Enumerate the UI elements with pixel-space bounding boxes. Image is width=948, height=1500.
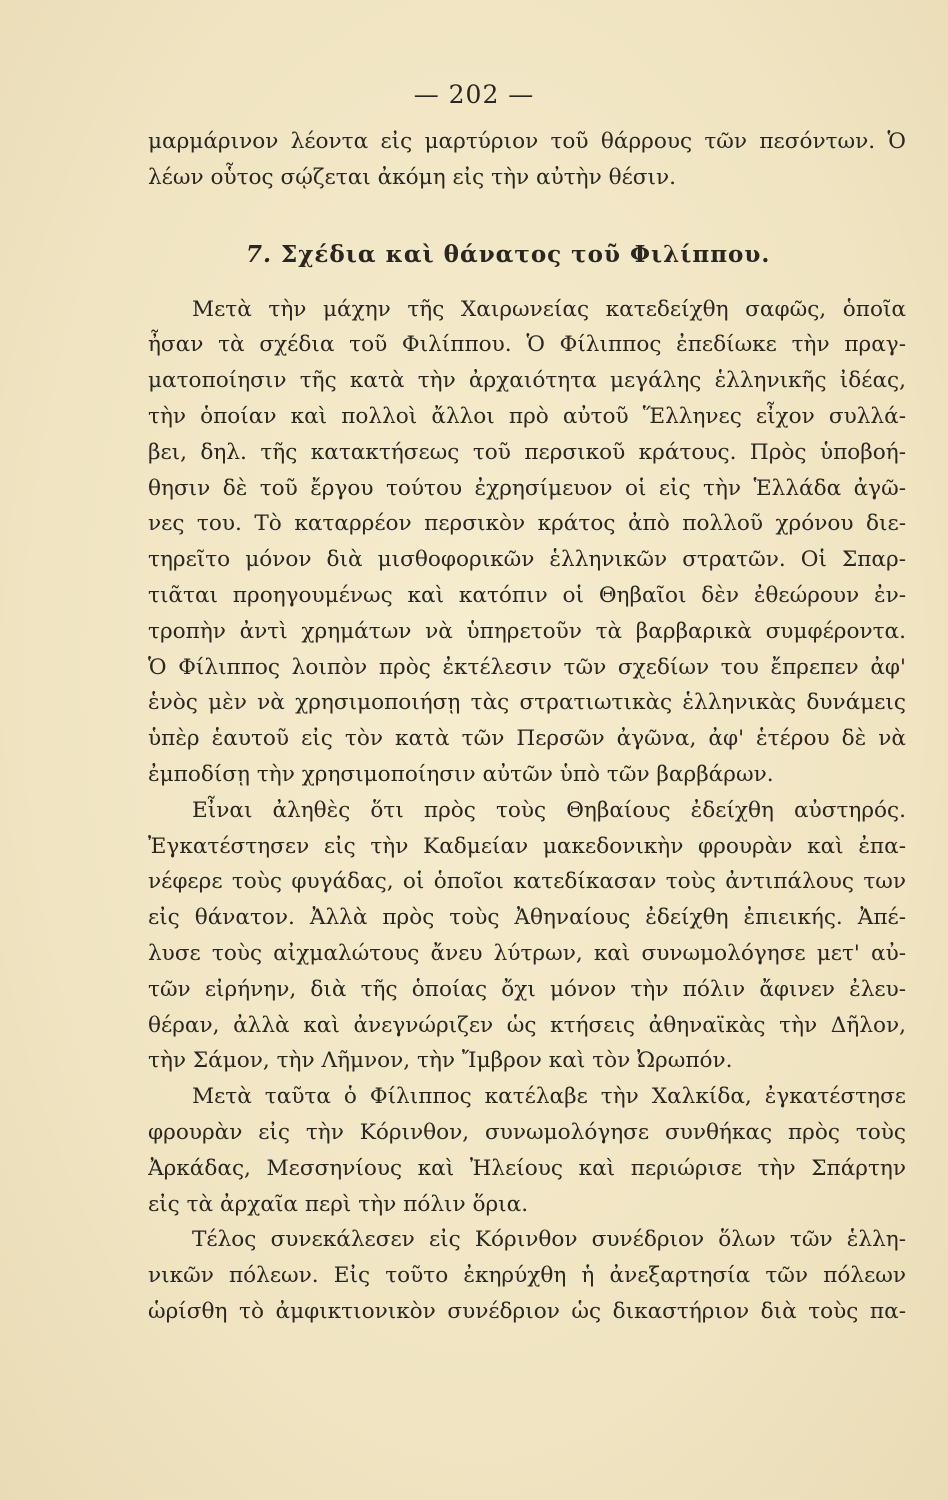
text-line: θέραν, ἀλλὰ καὶ ἀνεγνώριζεν ὡς κτήσεις ἀθηναϊκὰς τὴν Δῆλον, (148, 1012, 906, 1038)
text-line: φρουρὰν εἰς τὴν Κόρινθον, συνωμολόγησε συνθήκας πρὸς τοὺς (148, 1119, 906, 1145)
text-line: τὴν Σάμον, τὴν Λῆμνον, τὴν Ἴμβρον καὶ τὸν Ὠρωπόν. (148, 1048, 733, 1074)
text-line: νέφερε τοὺς φυγάδας, οἱ ὁποῖοι κατεδίκασαν τοὺς ἀντιπάλους των (148, 869, 906, 895)
text-line: λυσε τοὺς αἰχμαλώτους ἄνευ λύτρων, καὶ συνωμολόγησε μετ' αὐ- (148, 940, 906, 966)
section-title: Σχέδια καὶ θάνατος τοῦ Φιλίππου. (281, 240, 771, 268)
text-line: τηρεῖτο μόνον διὰ μισθοφορικῶν ἑλληνικῶν στρατῶν. Οἱ Σπαρ- (148, 547, 906, 573)
text-line: λέων οὗτος σῴζεται ἀκόμη εἰς τὴν αὐτὴν θέσιν. (148, 164, 676, 190)
text-line: τὴν ὁποίαν καὶ πολλοὶ ἄλλοι πρὸ αὐτοῦ Ἕλληνες εἶχον συλλά- (148, 403, 906, 429)
text-line: μαρμάρινον λέοντα εἰς μαρτύριον τοῦ θάρρους τῶν πεσόντων. Ὁ (148, 129, 906, 154)
text-line: ὑπὲρ ἑαυτοῦ εἰς τὸν κατὰ τῶν Περσῶν ἀγῶνα, ἀφ' ἑτέρου δὲ νὰ (148, 726, 906, 752)
text-line: ἑνὸς μὲν νὰ χρησιμοποιήσῃ τὰς στρατιωτικὰς ἑλληνικὰς δυνάμεις (148, 690, 906, 716)
text-line: εἰς θάνατον. Ἀλλὰ πρὸς τοὺς Ἀθηναίους ἐδείχθη ἐπιεικής. Ἀπέ- (148, 905, 906, 931)
text-line: τῶν εἰρήνην, διὰ τῆς ὁποίας ὄχι μόνον τὴν πόλιν ἄφινεν ἐλευ- (148, 976, 906, 1002)
text-line: ἦσαν τὰ σχέδια τοῦ Φιλίππου. Ὁ Φίλιππος ἐπεδίωκε τὴν πραγ- (148, 332, 906, 358)
text-line: τιᾶται προηγουμένως καὶ κατόπιν οἱ Θηβαῖοι δὲν ἐθεώρουν ἐν- (148, 582, 906, 608)
page-number: — 202 — (413, 80, 535, 109)
section-number: 7. (246, 240, 273, 268)
text-line: Τέλος συνεκάλεσεν εἰς Κόρινθον συνέδριον ὅλων τῶν ἑλλη- (192, 1227, 906, 1253)
paragraph (148, 1222, 906, 1329)
text-line: βει, δηλ. τῆς κατακτήσεως τοῦ περσικοῦ κράτους. Πρὸς ὑποβοή- (148, 439, 906, 465)
text-line: εἰς τὰ ἀρχαῖα περὶ τὴν πόλιν ὅρια. (148, 1191, 529, 1217)
text-line: ὡρίσθη τὸ ἀμφικτιονικὸν συνέδριον ὡς δικαστήριον διὰ τοὺς πα- (148, 1298, 906, 1324)
body-text (148, 124, 906, 1330)
text-line: νικῶν πόλεων. Εἰς τοῦτο ἐκηρύχθη ἡ ἀνεξαρτησία τῶν πόλεων (148, 1263, 906, 1289)
text-line: θησιν δὲ τοῦ ἔργου τούτου ἐχρησίμευον οἱ εἰς τὴν Ἑλλάδα ἀγῶ- (148, 475, 906, 501)
text-line: νες του. Τὸ καταρρέον περσικὸν κράτος ἀπὸ πολλοῦ χρόνου διε- (148, 511, 906, 537)
text-line: ἐμποδίσῃ τὴν χρησιμοποίησιν αὐτῶν ὑπὸ τῶν βαρβάρων. (148, 761, 774, 787)
section-heading (148, 232, 906, 278)
paragraph (148, 1079, 906, 1222)
text-line: Ἐγκατέστησεν εἰς τὴν Καδμείαν μακεδονικὴν φρουρὰν καὶ ἐπα- (148, 833, 906, 859)
paragraph (148, 292, 906, 793)
text-line: τροπὴν ἀντὶ χρημάτων νὰ ὑπηρετοῦν τὰ βαρβαρικὰ συμφέροντα. (148, 618, 906, 644)
text-line: Ἀρκάδας, Μεσσηνίους καὶ Ἠλείους καὶ περιώρισε τὴν Σπάρτην (148, 1155, 906, 1181)
text-line: Εἶναι ἀληθὲς ὅτι πρὸς τοὺς Θηβαίους ἐδείχθη αὐστηρός. (192, 797, 906, 823)
text-line: Μετὰ τὴν μάχην τῆς Χαιρωνείας κατεδείχθη σαφῶς, ὁποῖα (192, 296, 906, 322)
paragraph (148, 793, 906, 1079)
text-line: Ὁ Φίλιππος λοιπὸν πρὸς ἐκτέλεσιν τῶν σχεδίων του ἔπρεπεν ἀφ' (148, 654, 906, 680)
text-line: ματοποίησιν τῆς κατὰ τὴν ἀρχαιότητα μεγάλης ἑλληνικῆς ἰδέας, (148, 368, 906, 394)
text-line: Μετὰ ταῦτα ὁ Φίλιππος κατέλαβε τὴν Χαλκίδα, ἐγκατέστησε (192, 1084, 906, 1110)
